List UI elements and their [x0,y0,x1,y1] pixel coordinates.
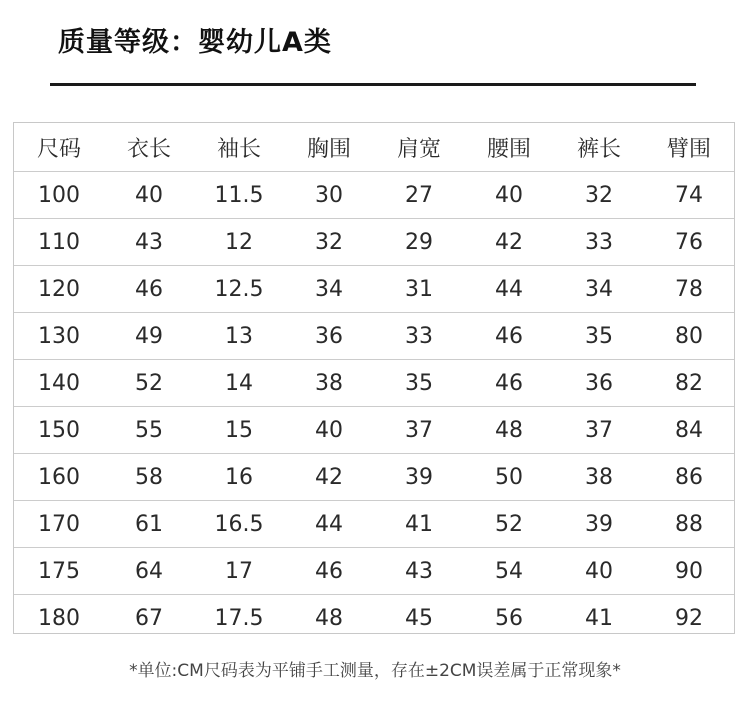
table-body [14,172,734,642]
table-cell: 140 [14,360,104,407]
table-cell: 170 [14,501,104,548]
table-cell: 16.5 [194,501,284,548]
table-cell: 29 [374,219,464,266]
table-row [14,313,734,360]
table-row [14,548,734,595]
table-cell: 43 [104,219,194,266]
table-cell: 82 [644,360,734,407]
table-cell: 39 [554,501,644,548]
table-cell: 84 [644,407,734,454]
table-cell: 50 [464,454,554,501]
table-cell: 88 [644,501,734,548]
table-cell: 12.5 [194,266,284,313]
table-row [14,172,734,219]
table-cell: 15 [194,407,284,454]
table-cell: 40 [464,172,554,219]
table-cell: 17.5 [214,605,264,631]
table-cell: 42 [284,454,374,501]
table-row [14,266,734,313]
table-cell: 35 [554,313,644,360]
table-cell: 34 [284,266,374,313]
table-cell: 40 [284,407,374,454]
table-row [14,501,734,548]
table-cell: 48 [315,605,343,631]
table-cell: 86 [644,454,734,501]
table-cell: 76 [644,219,734,266]
table-cell: 64 [104,548,194,595]
table-cell: 33 [374,313,464,360]
size-chart-table [13,122,735,634]
measurement-note: *单位:CM尺码表为平铺手工测量，存在±2CM误差属于正常现象* [129,661,621,681]
table-cell: 130 [14,313,104,360]
table-cell: 80 [644,313,734,360]
table-cell: 110 [14,219,104,266]
table-cell: 74 [644,172,734,219]
table-cell: 41 [374,501,464,548]
table-cell: 78 [644,266,734,313]
table-cell: 55 [104,407,194,454]
table-row [14,219,734,266]
table-cell: 52 [104,360,194,407]
column-header: 胸围 [284,123,374,172]
table-cell: 43 [374,548,464,595]
table-cell: 56 [495,605,523,631]
table-cell: 16 [194,454,284,501]
table-cell: 46 [104,266,194,313]
table-cell: 180 [38,605,80,631]
table-cell: 46 [464,360,554,407]
table-cell: 120 [14,266,104,313]
table-cell: 32 [284,219,374,266]
table-cell: 54 [464,548,554,595]
table-cell: 32 [554,172,644,219]
table-cell: 67 [135,605,163,631]
table-cell: 40 [104,172,194,219]
table-cell: 46 [464,313,554,360]
table-cell: 90 [644,548,734,595]
table-cell: 12 [194,219,284,266]
table-cell: 37 [374,407,464,454]
column-header: 臂围 [644,123,734,172]
table-cell: 38 [284,360,374,407]
title-divider [50,83,696,86]
table-cell: 30 [284,172,374,219]
table-cell: 40 [554,548,644,595]
column-header: 肩宽 [374,123,464,172]
table-cell: 17 [194,548,284,595]
table-cell: 31 [374,266,464,313]
table-row [14,595,734,642]
table-cell: 42 [464,219,554,266]
table-cell: 38 [554,454,644,501]
table-cell: 37 [554,407,644,454]
table-row [14,454,734,501]
column-header: 尺码 [14,123,104,172]
table-row [14,360,734,407]
table-cell: 45 [405,605,433,631]
table-cell: 34 [554,266,644,313]
table-cell: 44 [464,266,554,313]
table-cell: 35 [374,360,464,407]
column-header: 衣长 [104,123,194,172]
table-row [14,407,734,454]
table-cell: 44 [284,501,374,548]
table-cell: 13 [194,313,284,360]
table-cell: 160 [14,454,104,501]
table-cell: 41 [585,605,613,631]
table-cell: 49 [104,313,194,360]
table-cell: 61 [104,501,194,548]
page-title: 质量等级：婴幼儿A类 [58,27,332,58]
column-header: 裤长 [554,123,644,172]
table-cell: 150 [14,407,104,454]
table-cell: 58 [104,454,194,501]
table-cell: 100 [14,172,104,219]
column-header: 腰围 [464,123,554,172]
table-cell: 36 [554,360,644,407]
table-cell: 39 [374,454,464,501]
table-cell: 27 [374,172,464,219]
column-header: 袖长 [194,123,284,172]
table-cell: 33 [554,219,644,266]
table-cell: 11.5 [194,172,284,219]
table-cell: 14 [194,360,284,407]
table-cell: 46 [284,548,374,595]
table-cell: 92 [675,605,703,631]
table-cell: 175 [14,548,104,595]
table-cell: 52 [464,501,554,548]
table-cell: 36 [284,313,374,360]
table-header-row [14,123,734,172]
table-cell: 48 [464,407,554,454]
